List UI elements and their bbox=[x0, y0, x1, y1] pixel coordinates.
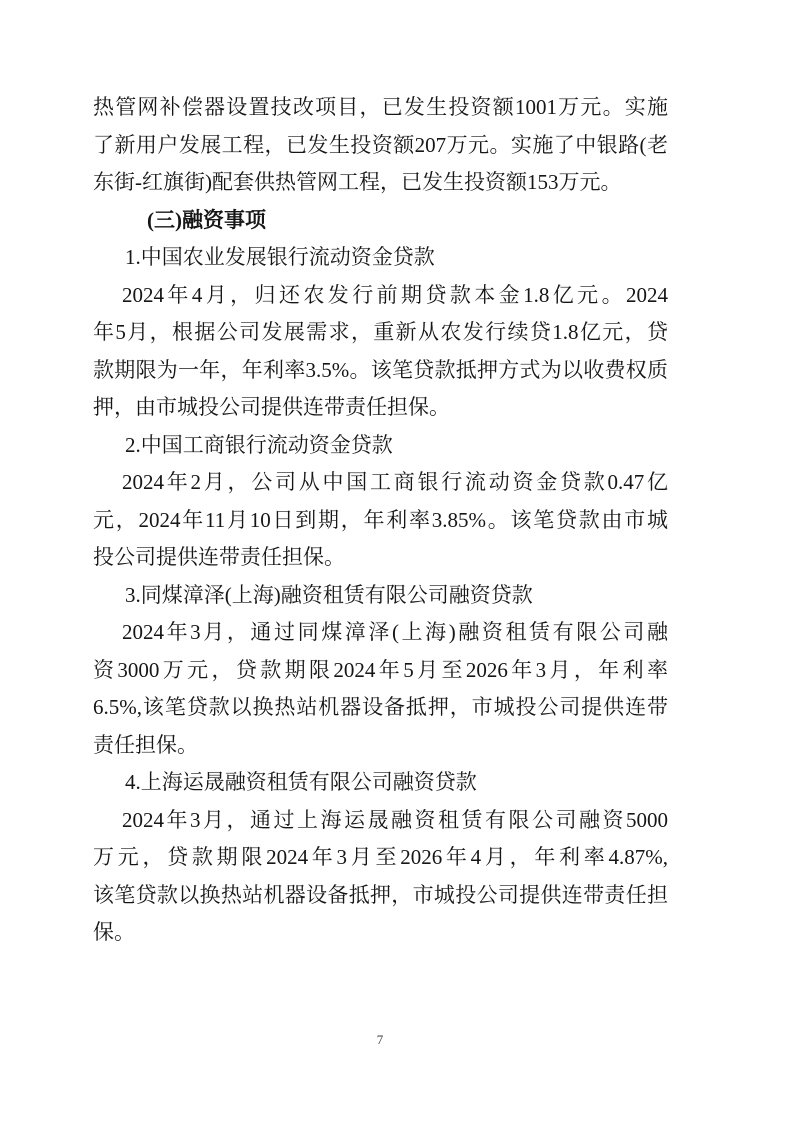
paragraph-line: 年5月，根据公司发展需求，重新从农发行续贷1.8亿元，贷 bbox=[93, 320, 668, 344]
page-number: 7 bbox=[376, 1032, 384, 1047]
loan-3-heading: 3.同煤漳泽(上海)融资租赁有限公司融资贷款 bbox=[125, 582, 533, 607]
paragraph-line: 元，2024年11月10日到期，年利率3.85%。该笔贷款由市城 bbox=[93, 507, 668, 532]
paragraph-line: 东街-红旗街)配套供热管网工程，已发生投资额153万元。 bbox=[93, 170, 622, 194]
paragraph-line: 押，由市城投公司提供连带责任担保。 bbox=[93, 395, 450, 419]
paragraph-line: 万元，贷款期限2024年3月至2026年4月，年利率4.87%, bbox=[93, 845, 668, 869]
section-heading-financing: (三)融资事项 bbox=[147, 207, 266, 232]
document-body bbox=[93, 89, 668, 952]
paragraph-line: 2024年4月，归还农发行前期贷款本金1.8亿元。2024 bbox=[122, 282, 668, 307]
paragraph-line: 责任担保。 bbox=[93, 732, 198, 757]
paragraph-line: 该笔贷款以换热站机器设备抵押，市城投公司提供连带责任担 bbox=[93, 882, 668, 907]
paragraph-line: 了新用户发展工程，已发生投资额207万元。实施了中银路(老 bbox=[93, 132, 668, 157]
paragraph-line: 资3000万元，贷款期限2024年5月至2026年3月，年利率 bbox=[93, 657, 668, 682]
paragraph-line: 2024年2月，公司从中国工商银行流动资金贷款0.47亿 bbox=[122, 470, 668, 494]
loan-2-heading: 2.中国工商银行流动资金贷款 bbox=[125, 432, 393, 457]
paragraph-line: 2024年3月，通过上海运晟融资租赁有限公司融资5000 bbox=[122, 807, 668, 832]
paragraph-line: 6.5%,该笔贷款以换热站机器设备抵押，市城投公司提供连带 bbox=[93, 695, 668, 719]
paragraph-line: 保。 bbox=[93, 920, 135, 944]
loan-4-heading: 4.上海运晟融资租赁有限公司融资贷款 bbox=[125, 770, 477, 794]
paragraph-line: 投公司提供连带责任担保。 bbox=[93, 545, 345, 569]
paragraph-line: 2024年3月，通过同煤漳泽(上海)融资租赁有限公司融 bbox=[122, 620, 668, 644]
paragraph-line: 款期限为一年，年利率3.5%。该笔贷款抵押方式为以收费权质 bbox=[93, 357, 668, 382]
paragraph-line: 热管网补偿器设置技改项目，已发生投资额1001万元。实施 bbox=[93, 95, 668, 119]
loan-1-heading: 1.中国农业发展银行流动资金贷款 bbox=[125, 245, 435, 269]
